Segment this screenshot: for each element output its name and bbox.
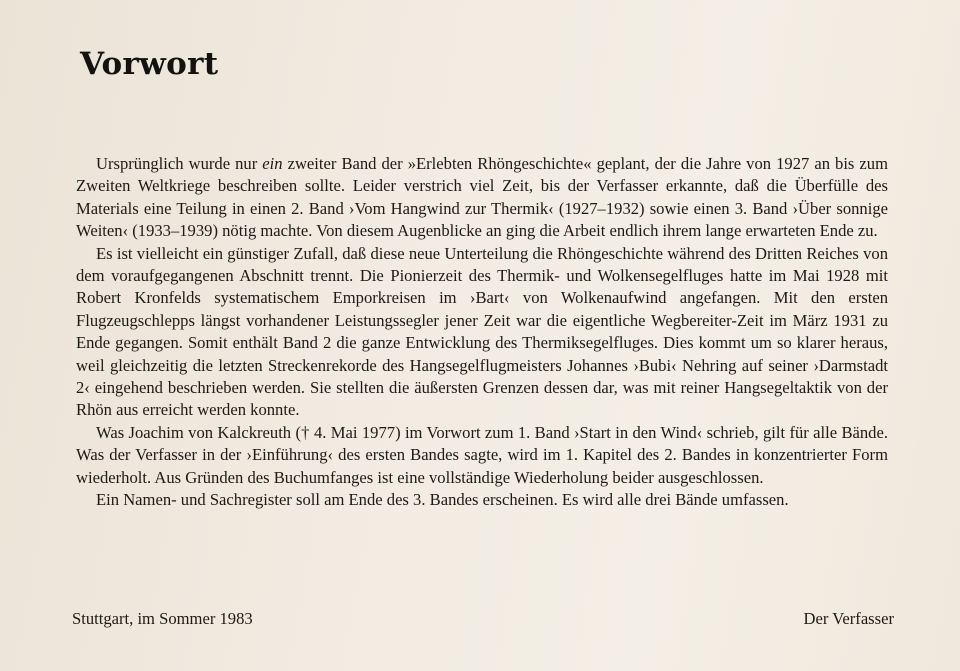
- paragraph-3: [76, 422, 888, 489]
- text-segment: Was Joachim von Kalckreuth († 4. Mai 1977) im Vorwort zum 1. Band ›Start in den Wind‹ schrieb, gilt für alle Bände. Was der Verfasser in der ›Einführung‹ des ersten Bandes sagte, wird im 1. Kapitel des 2. Bandes in konzentrierter Form wiederholt. Aus Gründen des Buchumfanges ist eine vollständige Wiederholung beider ausgeschlossen.: [76, 422, 888, 487]
- text-segment: Ursprünglich wurde nur: [96, 154, 263, 173]
- emphasized-word: ein: [262, 154, 283, 173]
- text-segment: zweiter Band der »Erlebten Rhöngeschichte« geplant, der die Jahre von 1927 an bis zum Zweiten Weltkriege beschreiben sollte. Leider verstrich viel Zeit, bis der Verfasser erkannte, daß die Überfülle des Materials eine Teilung in einen 2. Band ›Vom Hangwind zur Thermik‹ (1927–1932) sowie einen 3. Band ›Über sonnige Weiten‹ (1933–1939) nötig machte. Von diesem Augenblicke an ging die Arbeit endlich ihrem lange erwarteten Ende zu.: [76, 154, 888, 241]
- text-segment: Ein Namen- und Sachregister soll am Ende des 3. Bandes erscheinen. Es wird alle drei Bände umfassen.: [96, 490, 789, 510]
- page-title: Vorwort: [80, 46, 219, 82]
- author-signature: Der Verfasser: [803, 609, 894, 628]
- paragraph-1: [76, 153, 888, 243]
- text-segment: Es ist vielleicht ein günstiger Zufall, daß diese neue Unterteilung die Rhöngeschichte während des Dritten Reiches von dem voraufgegangenen Abschnitt trennt. Die Pionierzeit des Thermik- und Wolkensegelfluges hatte im Mai 1928 mit Robert Kronfelds systematischem Emporkreisen im ›Bart‹ von Wolkenaufwind angefangen. Mit den ersten Flugzeugschlepps längst vorhandener Leistungssegler jener Zeit war die eigentliche Wegbereiter-Zeit im März 1931 zu Ende gegangen. Somit enthält Band 2 die ganze Entwicklung des Thermiksegelfluges. Dies kommt um so klarer heraus, weil gleichzeitig die letzten Streckenrekorde des Hangsegelflugmeisters Johannes ›Bubi‹ Nehring auf seiner ›Darmstadt 2‹ eingehend beschrieben werden. Sie stellten die äußersten Grenzen dessen dar, was mit reiner Hangsegeltaktik von der Rhön aus erreicht werden konnte.: [76, 243, 888, 420]
- place-and-date: Stuttgart, im Sommer 1983: [72, 609, 253, 628]
- paragraph-2: [76, 243, 888, 422]
- paragraph-4: [76, 489, 888, 511]
- preface-body: [76, 153, 888, 512]
